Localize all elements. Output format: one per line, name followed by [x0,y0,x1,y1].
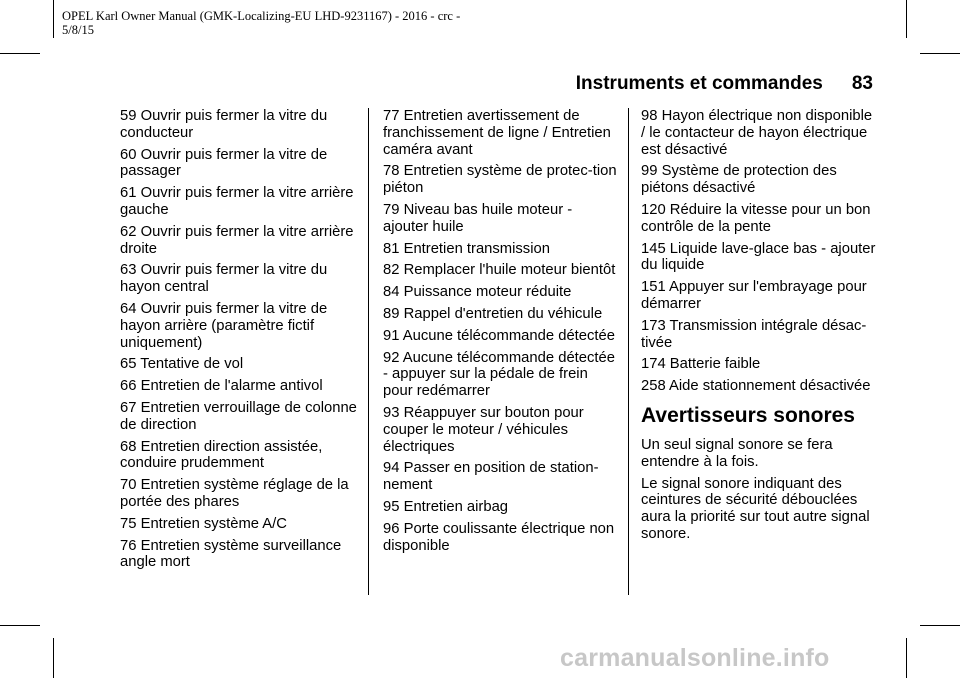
section-heading: Avertisseurs sonores [641,403,855,427]
column-divider [628,108,629,595]
list-item: 78 Entretien système de protec-tion piéton [383,163,617,197]
watermark: carmanualsonline.info [560,644,830,672]
list-item: 79 Niveau bas huile moteur - ajouter huile [383,201,573,235]
list-item: 93 Réappuyer sur bouton pour couper le moteur / véhicules électriques [383,404,584,455]
crop-mark [53,0,54,38]
list-item: 258 Aide stationnement désactivée [641,378,871,395]
list-item: 94 Passer en position de station-nement [383,460,599,494]
meta-line-2: 5/8/15 [62,23,94,37]
list-item: 64 Ouvrir puis fermer la vitre de hayon arrière (paramètre fictif uniquement) [120,300,328,351]
list-item: 67 Entretien verrouillage de colonne de direction [120,399,357,433]
list-item: 99 Système de protection des piétons désactivé [641,163,837,197]
list-item: 91 Aucune télécommande détectée [383,327,615,344]
crop-mark [920,625,960,626]
list-item: 81 Entretien transmission [383,240,550,257]
list-item: 59 Ouvrir puis fermer la vitre du conducteur [120,108,328,141]
crop-mark [906,638,907,678]
crop-mark [920,53,960,54]
list-item: 65 Tentative de vol [120,356,244,373]
list-item: 145 Liquide lave-glace bas - ajouter du liquide [641,240,876,274]
crop-mark [0,53,40,54]
list-item: 77 Entretien avertissement de franchissement de ligne / Entretien caméra avant [383,108,611,158]
list-item: 70 Entretien système réglage de la portée des phares [120,477,349,510]
document-meta [62,9,460,37]
list-item: 96 Porte coulissante électrique non disponible [383,520,615,554]
meta-line-1: OPEL Karl Owner Manual (GMK-Localizing-EU LHD-9231167) - 2016 - crc - [62,9,461,23]
list-item: 151 Appuyer sur l'embrayage pour démarrer [641,279,867,312]
crop-mark [53,638,54,678]
list-item: 89 Rappel d'entretien du véhicule [383,305,603,322]
list-item: 82 Remplacer l'huile moteur bientôt [383,262,616,279]
list-item: 61 Ouvrir puis fermer la vitre arrière gauche [120,185,354,218]
list-item: 60 Ouvrir puis fermer la vitre de passager [120,146,328,180]
list-item: 66 Entretien de l'alarme antivol [120,378,323,395]
column-2 [383,108,621,559]
list-item: 62 Ouvrir puis fermer la vitre arrière droite [120,223,354,257]
section-title: Instruments et commandes [575,73,823,94]
column-3 [641,108,879,548]
page-header [560,73,873,95]
column-divider [368,108,369,595]
list-item: 76 Entretien système surveillance angle mort [120,537,342,571]
list-item: 63 Ouvrir puis fermer la vitre du hayon central [120,262,328,296]
list-item: 68 Entretien direction assistée, conduire prudemment [120,438,323,472]
list-item: 95 Entretien airbag [383,498,509,515]
column-1 [120,108,358,576]
paragraph: Le signal sonore indiquant des ceintures de sécurité débouclées aura la priorité sur tout autre signal sonore. [641,475,870,542]
list-item: 173 Transmission intégrale désac-tivée [641,317,867,351]
list-item: 84 Puissance moteur réduite [383,284,572,301]
page-number: 83 [851,73,873,94]
list-item: 75 Entretien système A/C [120,515,287,532]
list-item: 98 Hayon électrique non disponible / le contacteur de hayon électrique est désactivé [641,108,873,158]
paragraph: Un seul signal sonore se fera entendre à la fois. [641,436,833,470]
list-item: 92 Aucune télécommande détectée - appuyer sur la pédale de frein pour redémarrer [383,349,615,400]
list-item: 174 Batterie faible [641,356,761,373]
crop-mark [0,625,40,626]
list-item: 120 Réduire la vitesse pour un bon contrôle de la pente [641,201,871,235]
crop-mark [906,0,907,38]
